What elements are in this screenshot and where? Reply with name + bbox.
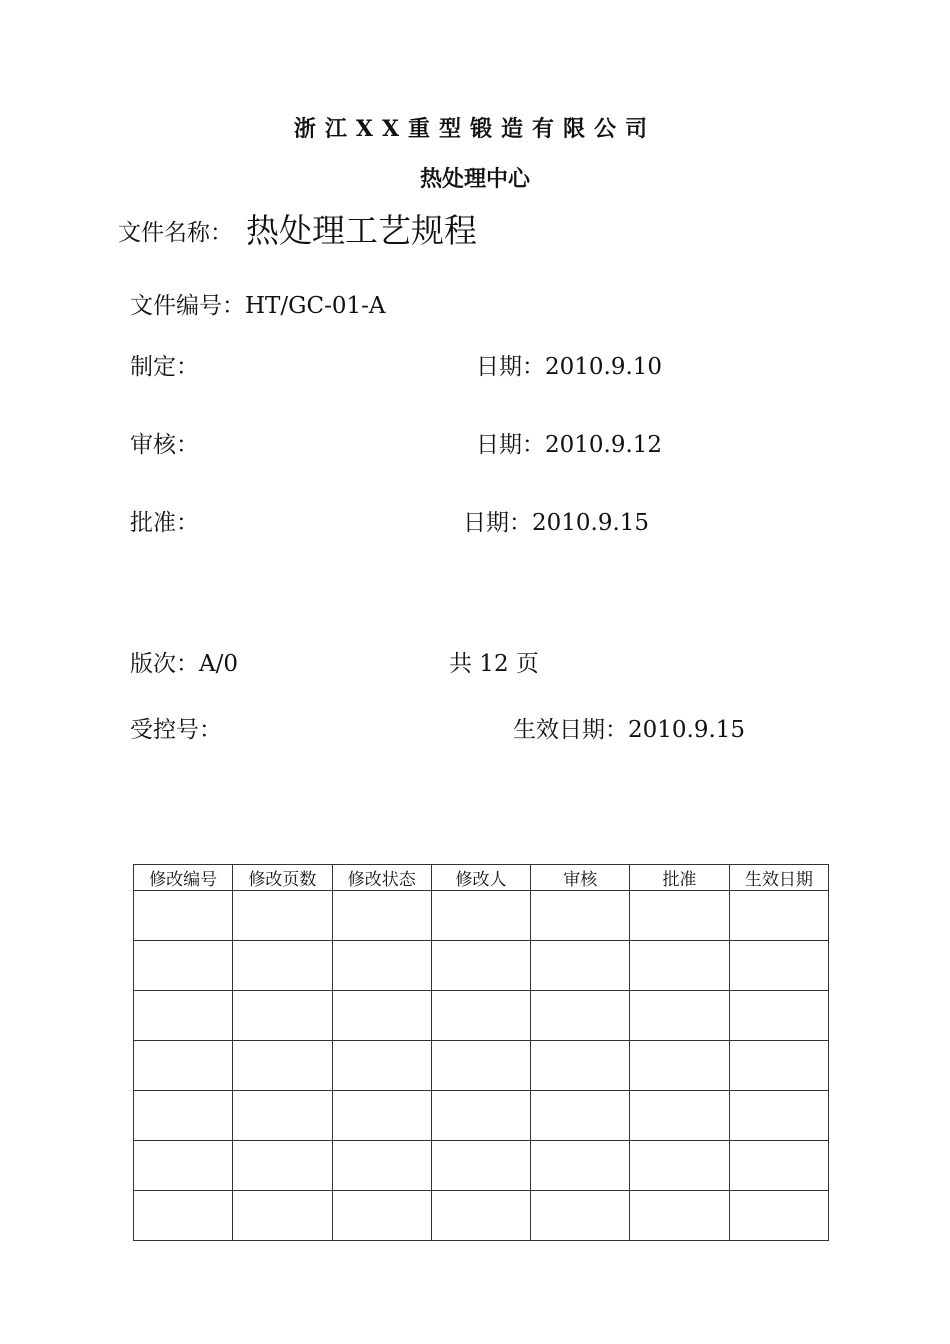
table-cell bbox=[233, 1141, 332, 1191]
table-cell bbox=[531, 1091, 630, 1141]
effective-date-label: 生效日期： bbox=[513, 717, 628, 743]
approval-header: 批准 bbox=[630, 865, 729, 891]
prepared-date bbox=[476, 348, 662, 381]
table-cell bbox=[332, 891, 431, 941]
department-title: 热处理中心 bbox=[419, 166, 530, 192]
table-cell bbox=[630, 891, 729, 941]
document-number-label: 文件编号： bbox=[130, 293, 245, 319]
reviewed-date bbox=[476, 426, 662, 459]
table-cell bbox=[134, 1041, 233, 1091]
table-cell bbox=[332, 1041, 431, 1091]
prepared-date-label: 日期： bbox=[476, 354, 545, 380]
table-cell bbox=[134, 1191, 233, 1241]
table-cell bbox=[531, 1041, 630, 1091]
table-cell bbox=[233, 1091, 332, 1141]
table-row bbox=[134, 891, 829, 941]
table-cell bbox=[134, 941, 233, 991]
revision-table-body bbox=[134, 891, 829, 1241]
revision-number-header: 修改编号 bbox=[134, 865, 233, 891]
revision-table-header-row bbox=[134, 865, 829, 891]
table-cell bbox=[531, 991, 630, 1041]
table-cell bbox=[729, 991, 828, 1041]
table-cell bbox=[431, 1041, 530, 1091]
document-name-label: 文件名称： bbox=[118, 220, 233, 246]
table-cell bbox=[431, 1191, 530, 1241]
table-cell bbox=[630, 991, 729, 1041]
table-cell bbox=[332, 991, 431, 1041]
table-row bbox=[134, 991, 829, 1041]
table-row bbox=[134, 1091, 829, 1141]
table-cell bbox=[134, 1141, 233, 1191]
table-cell bbox=[729, 1041, 828, 1091]
table-cell bbox=[729, 941, 828, 991]
approved-date-label: 日期： bbox=[463, 510, 532, 536]
table-cell bbox=[431, 941, 530, 991]
table-cell bbox=[233, 941, 332, 991]
table-cell bbox=[431, 1141, 530, 1191]
table-row bbox=[134, 941, 829, 991]
table-cell bbox=[630, 1041, 729, 1091]
table-cell bbox=[332, 1091, 431, 1141]
approved-by-label: 批准： bbox=[130, 510, 199, 536]
company-name: 浙江XX重型锻造有限公司 bbox=[293, 116, 657, 142]
page-count: 共 12 页 bbox=[449, 651, 539, 677]
table-cell bbox=[729, 1091, 828, 1141]
reviewed-date-value: 2010.9.12 bbox=[545, 432, 663, 458]
document-name-value: 热处理工艺规程 bbox=[246, 211, 477, 250]
table-cell bbox=[332, 1191, 431, 1241]
table-cell bbox=[531, 941, 630, 991]
approved-date-value: 2010.9.15 bbox=[532, 510, 650, 536]
prepared-by-label: 制定： bbox=[130, 354, 199, 380]
prepared-date-value: 2010.9.10 bbox=[545, 354, 663, 380]
effective-date-value: 2010.9.15 bbox=[628, 717, 746, 743]
table-cell bbox=[431, 891, 530, 941]
version-value: A/0 bbox=[199, 651, 238, 677]
table-cell bbox=[630, 1191, 729, 1241]
table-cell bbox=[431, 1091, 530, 1141]
table-cell bbox=[630, 1091, 729, 1141]
table-cell bbox=[431, 991, 530, 1041]
table-row bbox=[134, 1191, 829, 1241]
revision-status-header: 修改状态 bbox=[332, 865, 431, 891]
approved-date bbox=[463, 504, 649, 537]
table-cell bbox=[233, 1191, 332, 1241]
table-cell bbox=[233, 991, 332, 1041]
table-cell bbox=[531, 1191, 630, 1241]
revision-history-table bbox=[133, 864, 829, 1241]
table-cell bbox=[332, 941, 431, 991]
table-cell bbox=[233, 891, 332, 941]
review-header: 审核 bbox=[531, 865, 630, 891]
document-number-value: HT/GC-01-A bbox=[245, 293, 386, 319]
reviewed-by-label: 审核： bbox=[130, 432, 199, 458]
table-cell bbox=[134, 891, 233, 941]
version bbox=[130, 645, 238, 678]
document-number bbox=[130, 287, 386, 320]
table-cell bbox=[134, 1091, 233, 1141]
effective-date bbox=[513, 711, 745, 744]
table-cell bbox=[531, 1141, 630, 1191]
table-cell bbox=[332, 1141, 431, 1191]
table-cell bbox=[729, 1141, 828, 1191]
table-cell bbox=[630, 1141, 729, 1191]
reviser-header: 修改人 bbox=[431, 865, 530, 891]
reviewed-date-label: 日期： bbox=[476, 432, 545, 458]
table-row bbox=[134, 1141, 829, 1191]
effective-date-header: 生效日期 bbox=[729, 865, 828, 891]
table-row bbox=[134, 1041, 829, 1091]
table-cell bbox=[134, 991, 233, 1041]
table-cell bbox=[233, 1041, 332, 1091]
revised-pages-header: 修改页数 bbox=[233, 865, 332, 891]
table-cell bbox=[531, 891, 630, 941]
table-cell bbox=[729, 891, 828, 941]
control-number-label: 受控号： bbox=[130, 717, 222, 743]
version-label: 版次： bbox=[130, 651, 199, 677]
table-cell bbox=[729, 1191, 828, 1241]
table-cell bbox=[630, 941, 729, 991]
